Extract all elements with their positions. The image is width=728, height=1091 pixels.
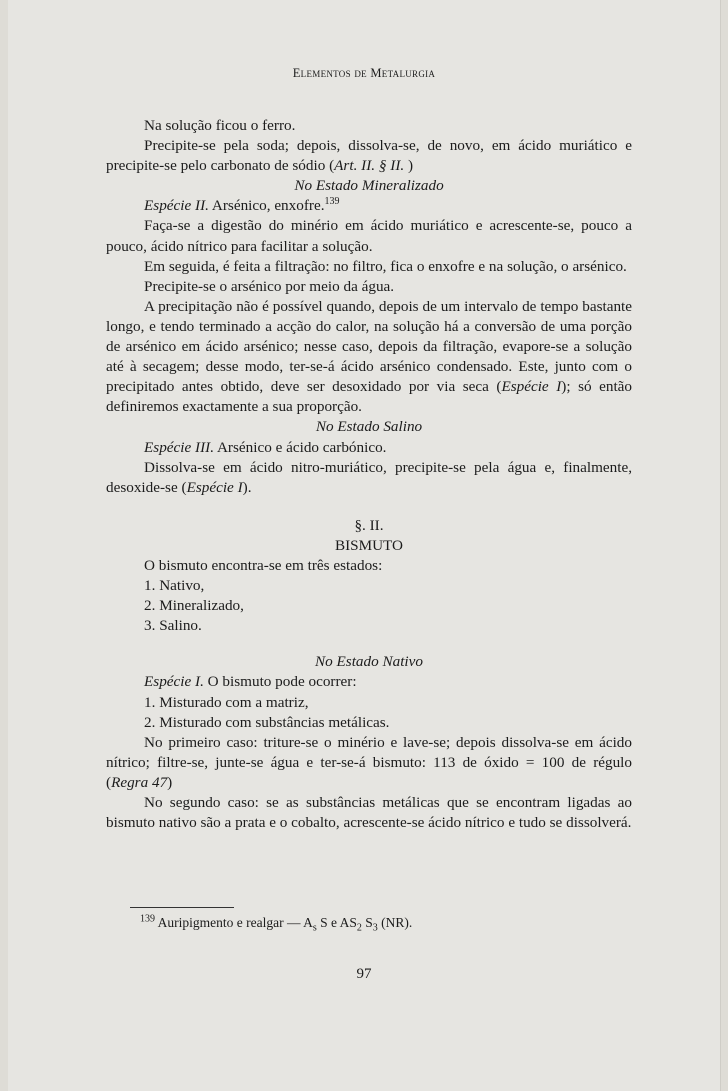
paragraph: Em seguida, é feita a filtração: no filtro, fica o enxofre e na solução, o arsénico. <box>144 257 627 275</box>
cross-reference: Regra 47 <box>111 773 168 791</box>
list-item: 2. Misturado com substâncias metálicas. <box>144 713 390 731</box>
footnote-number: 139 <box>140 913 155 925</box>
species-line: Espécie III. Arsénico e ácido carbónico. <box>144 438 387 456</box>
paragraph: Precipite-se pela soda; depois, dissolva-se, de novo, em ácido muriático e precipite-se pelo carbonato de sódio (Art. II. § II. ) <box>106 137 632 175</box>
list-item: 2. Mineralizado, <box>144 597 244 615</box>
paragraph: Faça-se a digestão do minério em ácido muriático e acrescente-se, pouco a pouco, ácido nítrico para facilitar a solução. <box>106 217 632 255</box>
paragraph: Na solução ficou o ferro. <box>144 117 296 134</box>
list-item: 1. Nativo, <box>144 577 205 595</box>
cross-reference: Espécie I <box>186 478 243 496</box>
page-body <box>106 116 632 833</box>
subheading-salino: No Estado Salino <box>315 418 423 436</box>
paragraph: Dissolva-se em ácido nitro-muriático, precipite-se pela água e, finalmente, desoxide-se (Espécie I). <box>106 458 632 496</box>
paragraph: No primeiro caso: triture-se o minério e lave-se; depois dissolva-se em ácido nítrico; filtre-se, junte-se água e ter-se-á bismuto: 113 de óxido = 100 de régulo (Regra 47) <box>106 733 632 791</box>
footnote: $^{139}$ Auripigmento e realgar — $A_s$ S e $AS_2$ $S_3$ (NR). <box>140 913 413 934</box>
section-number: §. II. <box>354 516 384 534</box>
running-header: Elementos de Metalurgia <box>292 66 436 80</box>
species-line: Espécie I. O bismuto pode ocorrer: <box>144 673 357 691</box>
subheading-nativo: No Estado Nativo <box>314 653 423 671</box>
species-line: Espécie II. Arsénico, enxofre.$^{139}$ <box>144 196 340 215</box>
list-item: 3. Salino. <box>144 617 202 635</box>
paragraph: No segundo caso: se as substâncias metálicas que se encontram ligadas ao bismuto nativo são a prata e o cobalto, acrescente-se ácido nítrico e tudo se dissolverá. <box>106 794 632 832</box>
subheading-mineralizado: No Estado Mineralizado <box>294 177 444 195</box>
list-item: 1. Misturado com a matriz, <box>144 693 309 711</box>
footnote-marker: 139 <box>324 196 340 208</box>
paragraph: Precipite-se o arsénico por meio da água. <box>144 277 395 295</box>
footnote-rule <box>130 907 234 908</box>
paragraph: A precipitação não é possível quando, depois de um intervalo de tempo bastante longo, e tendo terminado a acção do calor, na solução há a conversão de uma porção de arsénico em ácido arsénico; nesse caso, depois da filtração, evapore-se a solução até à secagem; desse modo, ter-se-á ácido arsénico condensado. Este, junto com o precipitado antes obtido, deve ser desoxidado por via seca (Espécie I); só então definiremos exactamente a sua proporção. <box>106 297 632 416</box>
paragraph: O bismuto encontra-se em três estados: <box>144 556 383 574</box>
page-number: 97 <box>356 966 372 982</box>
cross-reference: Espécie I <box>501 378 562 396</box>
section-title: BISMUTO <box>334 536 404 554</box>
cross-reference: Art. II. § II. <box>334 157 405 175</box>
